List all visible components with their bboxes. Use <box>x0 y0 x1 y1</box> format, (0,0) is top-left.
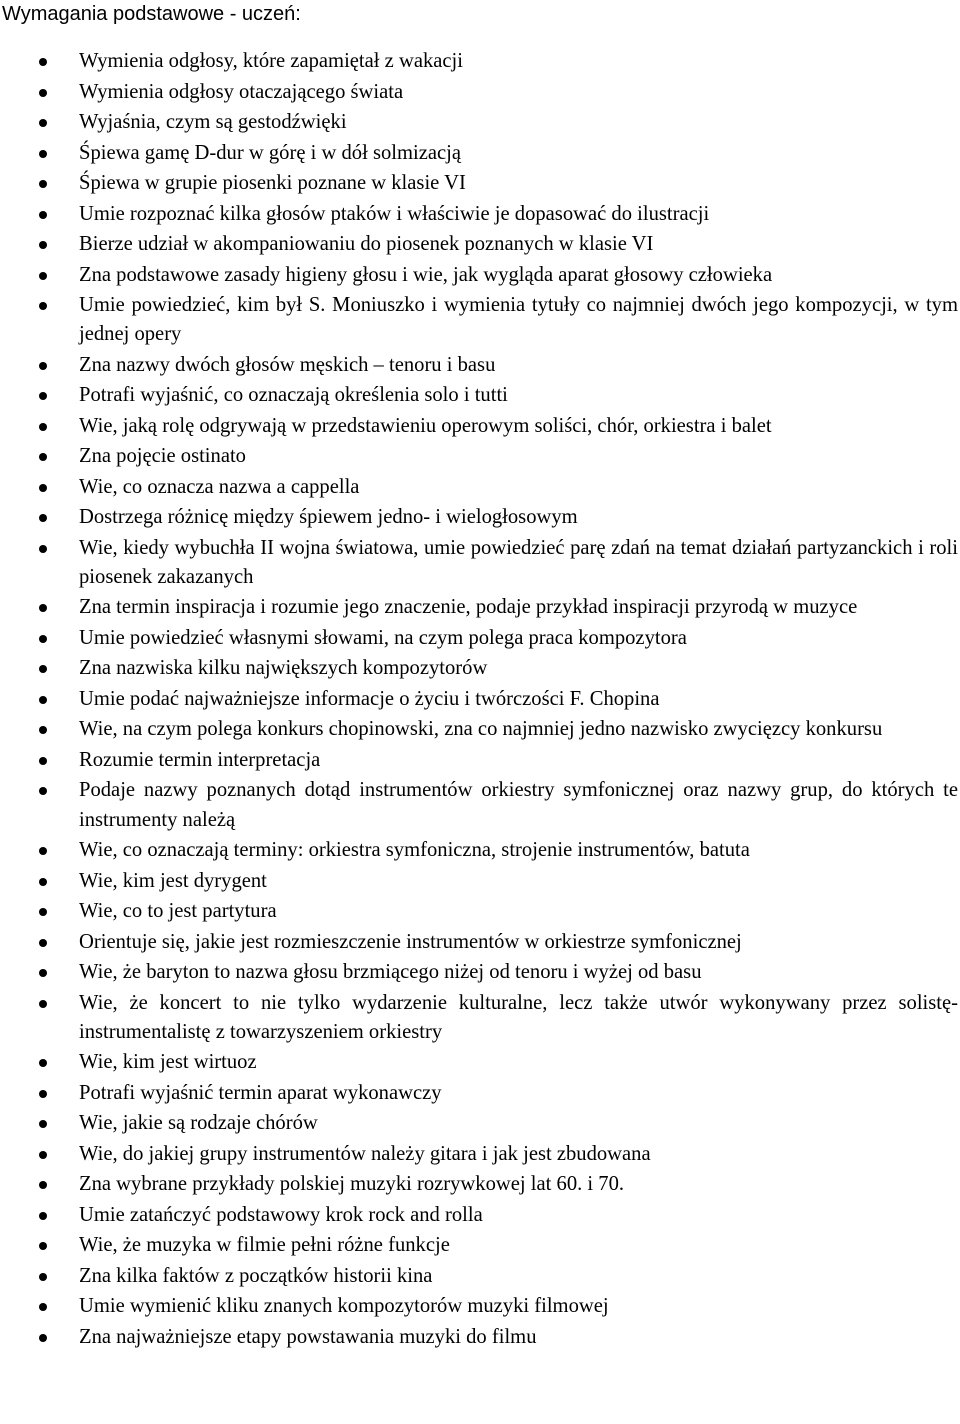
bullet-icon <box>39 119 47 127</box>
requirement-text: Wyjaśnia, czym są gestodźwięki <box>79 111 347 133</box>
requirement-text: Zna nazwy dwóch głosów męskich – tenoru i basu <box>79 353 496 376</box>
requirement-text: Wie, do jakiej grupy instrumentów należy gitara i jak jest zbudowana <box>79 1142 651 1165</box>
requirement-text: Umie zatańczyć podstawowy krok rock and rolla <box>79 1203 483 1226</box>
requirement-item <box>0 928 960 957</box>
bullet-icon <box>39 757 47 765</box>
requirement-item <box>0 1140 960 1169</box>
requirement-text: Zna nazwiska kilku największych kompozytorów <box>79 657 488 680</box>
bullet-icon <box>39 847 47 855</box>
bullet-icon <box>39 362 47 370</box>
bullet-icon <box>39 665 47 673</box>
bullet-icon <box>39 211 47 219</box>
requirement-item <box>0 108 960 137</box>
requirement-text: Wie, kiedy wybuchła II wojna światowa, umie powiedzieć parę zdań na temat działań partyzanckich i roli piosenek zakazanych <box>79 536 958 588</box>
requirement-item <box>0 473 960 502</box>
bullet-icon <box>39 1120 47 1128</box>
bullet-icon <box>39 1334 47 1342</box>
requirement-item <box>0 534 960 592</box>
bullet-icon <box>39 939 47 947</box>
requirement-text: Zna podstawowe zasady higieny głosu i wie, jak wygląda aparat głosowy człowieka <box>79 263 773 286</box>
bullet-icon <box>39 1151 47 1159</box>
requirement-text: Potrafi wyjaśnić termin aparat wykonawczy <box>79 1081 442 1104</box>
requirement-text: Umie wymienić kliku znanych kompozytorów muzyki filmowej <box>79 1295 609 1318</box>
bullet-icon <box>39 1059 47 1067</box>
requirement-text: Zna pojęcie ostinato <box>79 445 246 468</box>
requirement-item <box>0 989 960 1047</box>
requirement-text: Wie, co oznacza nazwa a cappella <box>79 475 360 498</box>
requirement-item <box>0 867 960 896</box>
bullet-icon <box>39 180 47 188</box>
page-heading: Wymagania podstawowe - uczeń: <box>2 3 301 25</box>
bullet-icon <box>39 878 47 886</box>
requirement-text: Wie, że muzyka w filmie pełni różne funkcje <box>79 1234 450 1257</box>
bullet-icon <box>39 1181 47 1189</box>
bullet-icon <box>39 969 47 977</box>
requirement-text: Umie powiedzieć własnymi słowami, na czym polega praca kompozytora <box>79 626 687 649</box>
requirement-text: Rozumie termin interpretacja <box>79 748 321 771</box>
bullet-icon <box>39 89 47 97</box>
bullet-icon <box>39 241 47 249</box>
requirement-item <box>0 1323 960 1352</box>
bullet-icon <box>39 1303 47 1311</box>
requirement-item <box>0 1079 960 1108</box>
bullet-icon <box>39 453 47 461</box>
requirement-item <box>0 412 960 441</box>
requirement-item <box>0 685 960 714</box>
requirement-text: Zna kilka faktów z początków historii kina <box>79 1264 433 1287</box>
requirement-item <box>0 47 960 76</box>
bullet-icon <box>39 726 47 734</box>
requirement-text: Wymienia odgłosy otaczającego świata <box>79 80 404 103</box>
bullet-icon <box>39 1242 47 1250</box>
requirement-item <box>0 1292 960 1321</box>
bullet-icon <box>39 423 47 431</box>
requirement-text: Potrafi wyjaśnić, co oznaczają określenia solo i tutti <box>79 384 508 407</box>
requirement-text: Orientuje się, jakie jest rozmieszczenie instrumentów w orkiestrze symfonicznej <box>79 930 742 953</box>
bullet-icon <box>39 484 47 492</box>
requirement-item <box>0 351 960 380</box>
bullet-icon <box>39 1273 47 1281</box>
bullet-icon <box>39 1212 47 1220</box>
requirement-text: Wie, co oznaczają terminy: orkiestra symfoniczna, strojenie instrumentów, batuta <box>79 839 750 862</box>
requirement-text: Śpiewa w grupie piosenki poznane w klasie VI <box>79 172 466 194</box>
requirement-item <box>0 139 960 168</box>
requirement-item <box>0 169 960 198</box>
requirements-list <box>0 47 960 1353</box>
requirement-item <box>0 503 960 532</box>
requirement-item <box>0 442 960 471</box>
bullet-icon <box>39 272 47 280</box>
requirement-item <box>0 836 960 865</box>
requirement-text: Wie, co to jest partytura <box>79 900 277 923</box>
requirement-item <box>0 715 960 744</box>
requirement-text: Śpiewa gamę D-dur w górę i w dół solmizacją <box>79 141 462 164</box>
requirement-text: Wie, że baryton to nazwa głosu brzmiącego niżej od tenoru i wyżej od basu <box>79 961 702 984</box>
requirement-text: Wie, kim jest wirtuoz <box>79 1051 257 1074</box>
requirement-item <box>0 200 960 229</box>
bullet-icon <box>39 302 47 310</box>
requirement-item <box>0 897 960 926</box>
bullet-icon <box>39 1090 47 1098</box>
requirement-text: Zna najważniejsze etapy powstawania muzyki do filmu <box>79 1325 537 1348</box>
requirement-item <box>0 746 960 775</box>
bullet-icon <box>39 787 47 795</box>
requirement-text: Wie, na czym polega konkurs chopinowski, zna co najmniej jedno nazwisko zwycięzcy konkursu <box>79 718 883 741</box>
requirement-item <box>0 1170 960 1199</box>
bullet-icon <box>39 545 47 553</box>
requirement-item <box>0 291 960 349</box>
bullet-icon <box>39 908 47 916</box>
requirement-text: Podaje nazwy poznanych dotąd instrumentów orkiestry symfonicznej oraz nazwy grup, do których te instrumenty należą <box>79 779 958 831</box>
requirement-item <box>0 1231 960 1260</box>
requirement-item <box>0 654 960 683</box>
requirement-text: Wie, kim jest dyrygent <box>79 869 267 892</box>
requirement-item <box>0 776 960 834</box>
requirement-text: Dostrzega różnicę między śpiewem jedno- i wielogłosowym <box>79 506 578 529</box>
bullet-icon <box>39 58 47 66</box>
requirement-text: Umie rozpoznać kilka głosów ptaków i właściwie je dopasować do ilustracji <box>79 202 710 225</box>
bullet-icon <box>39 392 47 400</box>
requirement-item <box>0 230 960 259</box>
requirement-item <box>0 1109 960 1138</box>
requirement-text: Umie powiedzieć, kim był S. Moniuszko i wymienia tytuły co najmniej dwóch jego kompozycji, w tym jednej opery <box>79 294 958 346</box>
bullet-icon <box>39 635 47 643</box>
requirement-item <box>0 624 960 653</box>
requirement-item <box>0 261 960 290</box>
requirement-text: Umie podać najważniejsze informacje o życiu i twórczości F. Chopina <box>79 687 660 710</box>
requirement-text: Zna termin inspiracja i rozumie jego znaczenie, podaje przykład inspiracji przyrodą w muzyce <box>79 596 858 619</box>
requirement-item <box>0 381 960 410</box>
bullet-icon <box>39 150 47 158</box>
requirement-text: Wie, że koncert to nie tylko wydarzenie kulturalne, lecz także utwór wykonywany przez solistę-instrumentalistę z towarzyszeniem orkiestry <box>79 991 958 1043</box>
requirement-text: Wymienia odgłosy, które zapamiętał z wakacji <box>79 50 463 72</box>
bullet-icon <box>39 514 47 522</box>
requirement-item <box>0 1201 960 1230</box>
requirement-item <box>0 958 960 987</box>
requirement-item <box>0 593 960 622</box>
requirement-text: Bierze udział w akompaniowaniu do piosenek poznanych w klasie VI <box>79 233 654 255</box>
requirement-text: Wie, jakie są rodzaje chórów <box>79 1112 318 1135</box>
bullet-icon <box>39 604 47 612</box>
bullet-icon <box>39 1000 47 1008</box>
bullet-icon <box>39 696 47 704</box>
requirement-text: Zna wybrane przykłady polskiej muzyki rozrywkowej lat 60. i 70. <box>79 1173 625 1196</box>
requirement-text: Wie, jaką rolę odgrywają w przedstawieniu operowym soliści, chór, orkiestra i balet <box>79 414 772 437</box>
requirement-item <box>0 78 960 107</box>
requirement-item <box>0 1262 960 1291</box>
requirement-item <box>0 1048 960 1077</box>
